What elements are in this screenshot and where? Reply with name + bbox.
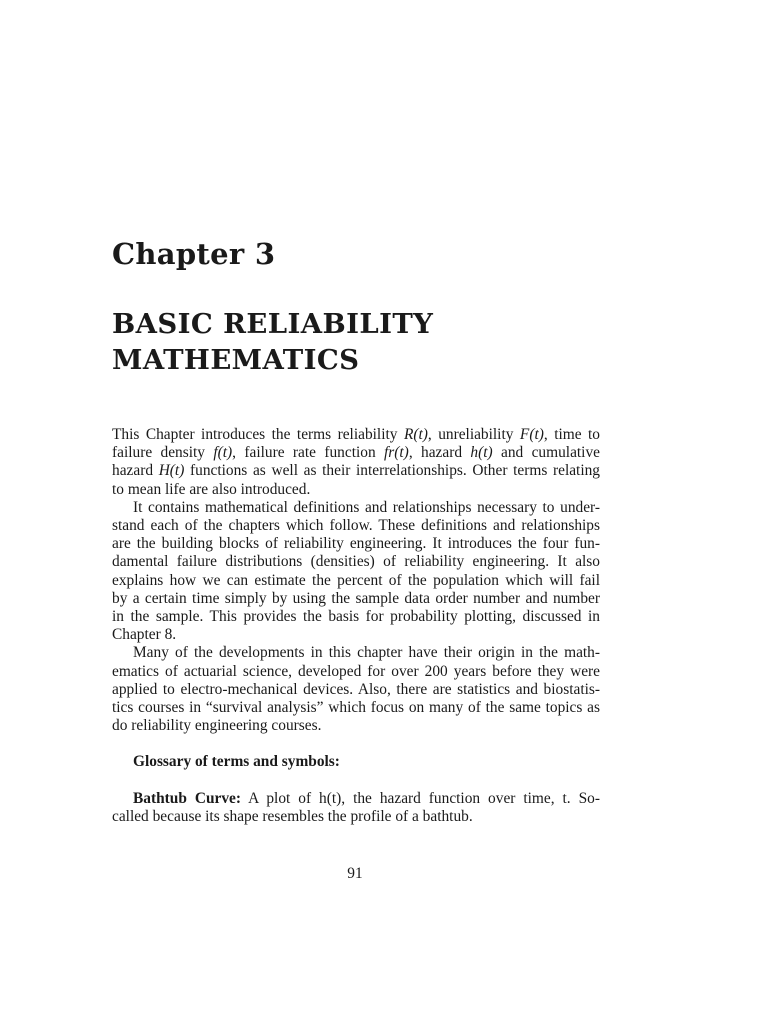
glossary-term: Bathtub Curve: [133,790,242,807]
text-line: are the building blocks of reliability engineering. It introduces the four fun- [112,535,600,553]
text-line: tics courses in “survival analysis” which focus on many of the same topics as [112,699,600,717]
math-symbol: h(t) [470,444,493,462]
text-line: in the sample. This provides the basis for probability plotting, discussed in [112,608,600,626]
text-line: do reliability engineering courses. [112,717,322,735]
paragraph-definitions [112,499,600,645]
text-line: Chapter 8. [112,626,177,644]
text-line: This Chapter introduces the terms reliability R(t), unreliability F(t), time to [112,426,601,443]
math-symbol: R(t) [403,426,428,443]
paragraph-history [112,644,600,735]
math-symbol: f(t) [213,444,233,462]
glossary-entry-bathtub-curve [112,790,600,826]
page-number: 91 [347,865,363,882]
text-line: ematics of actuarial science, developed for over 200 years before they were [112,662,600,680]
math-symbol: F(t) [519,426,544,443]
body-text [112,426,600,735]
chapter-label: Chapter 3 [112,237,276,271]
text-line: to mean life are also introduced. [112,480,311,498]
text-line: explains how we can estimate the percent of the population which will fail [112,571,600,589]
chapter-title-line: MATHEMATICS [112,344,360,376]
text-line: Bathtub Curve: A plot of h(t), the hazard function over time, t. So- [133,790,600,807]
math-symbol: H(t) [158,462,185,480]
text-line: stand each of the chapters which follow. These definitions and relationships [112,517,600,535]
glossary-heading: Glossary of terms and symbols: [133,753,340,770]
text-line: Many of the developments in this chapter have their origin in the math- [133,644,600,662]
text-line: failure density f(t), failure rate function fr(t), hazard h(t) and cumulative [112,444,600,462]
chapter-title-line: BASIC RELIABILITY [112,308,434,340]
paragraph-intro [112,426,600,499]
text-line: by a certain time simply by using the sample data order number and number [112,589,600,607]
chapter-title [112,306,632,378]
text-line: called because its shape resembles the profile of a bathtub. [112,808,473,826]
text-line: damental failure distributions (densities) of reliability engineering. It also [112,553,600,571]
text-line: applied to electro-mechanical devices. Also, there are statistics and biostatis- [112,680,600,698]
math-symbol: fr(t) [384,444,409,462]
text-line: hazard H(t) functions as well as their interrelationships. Other terms relating [112,462,600,480]
text-line: It contains mathematical definitions and relationships necessary to under- [133,498,600,516]
